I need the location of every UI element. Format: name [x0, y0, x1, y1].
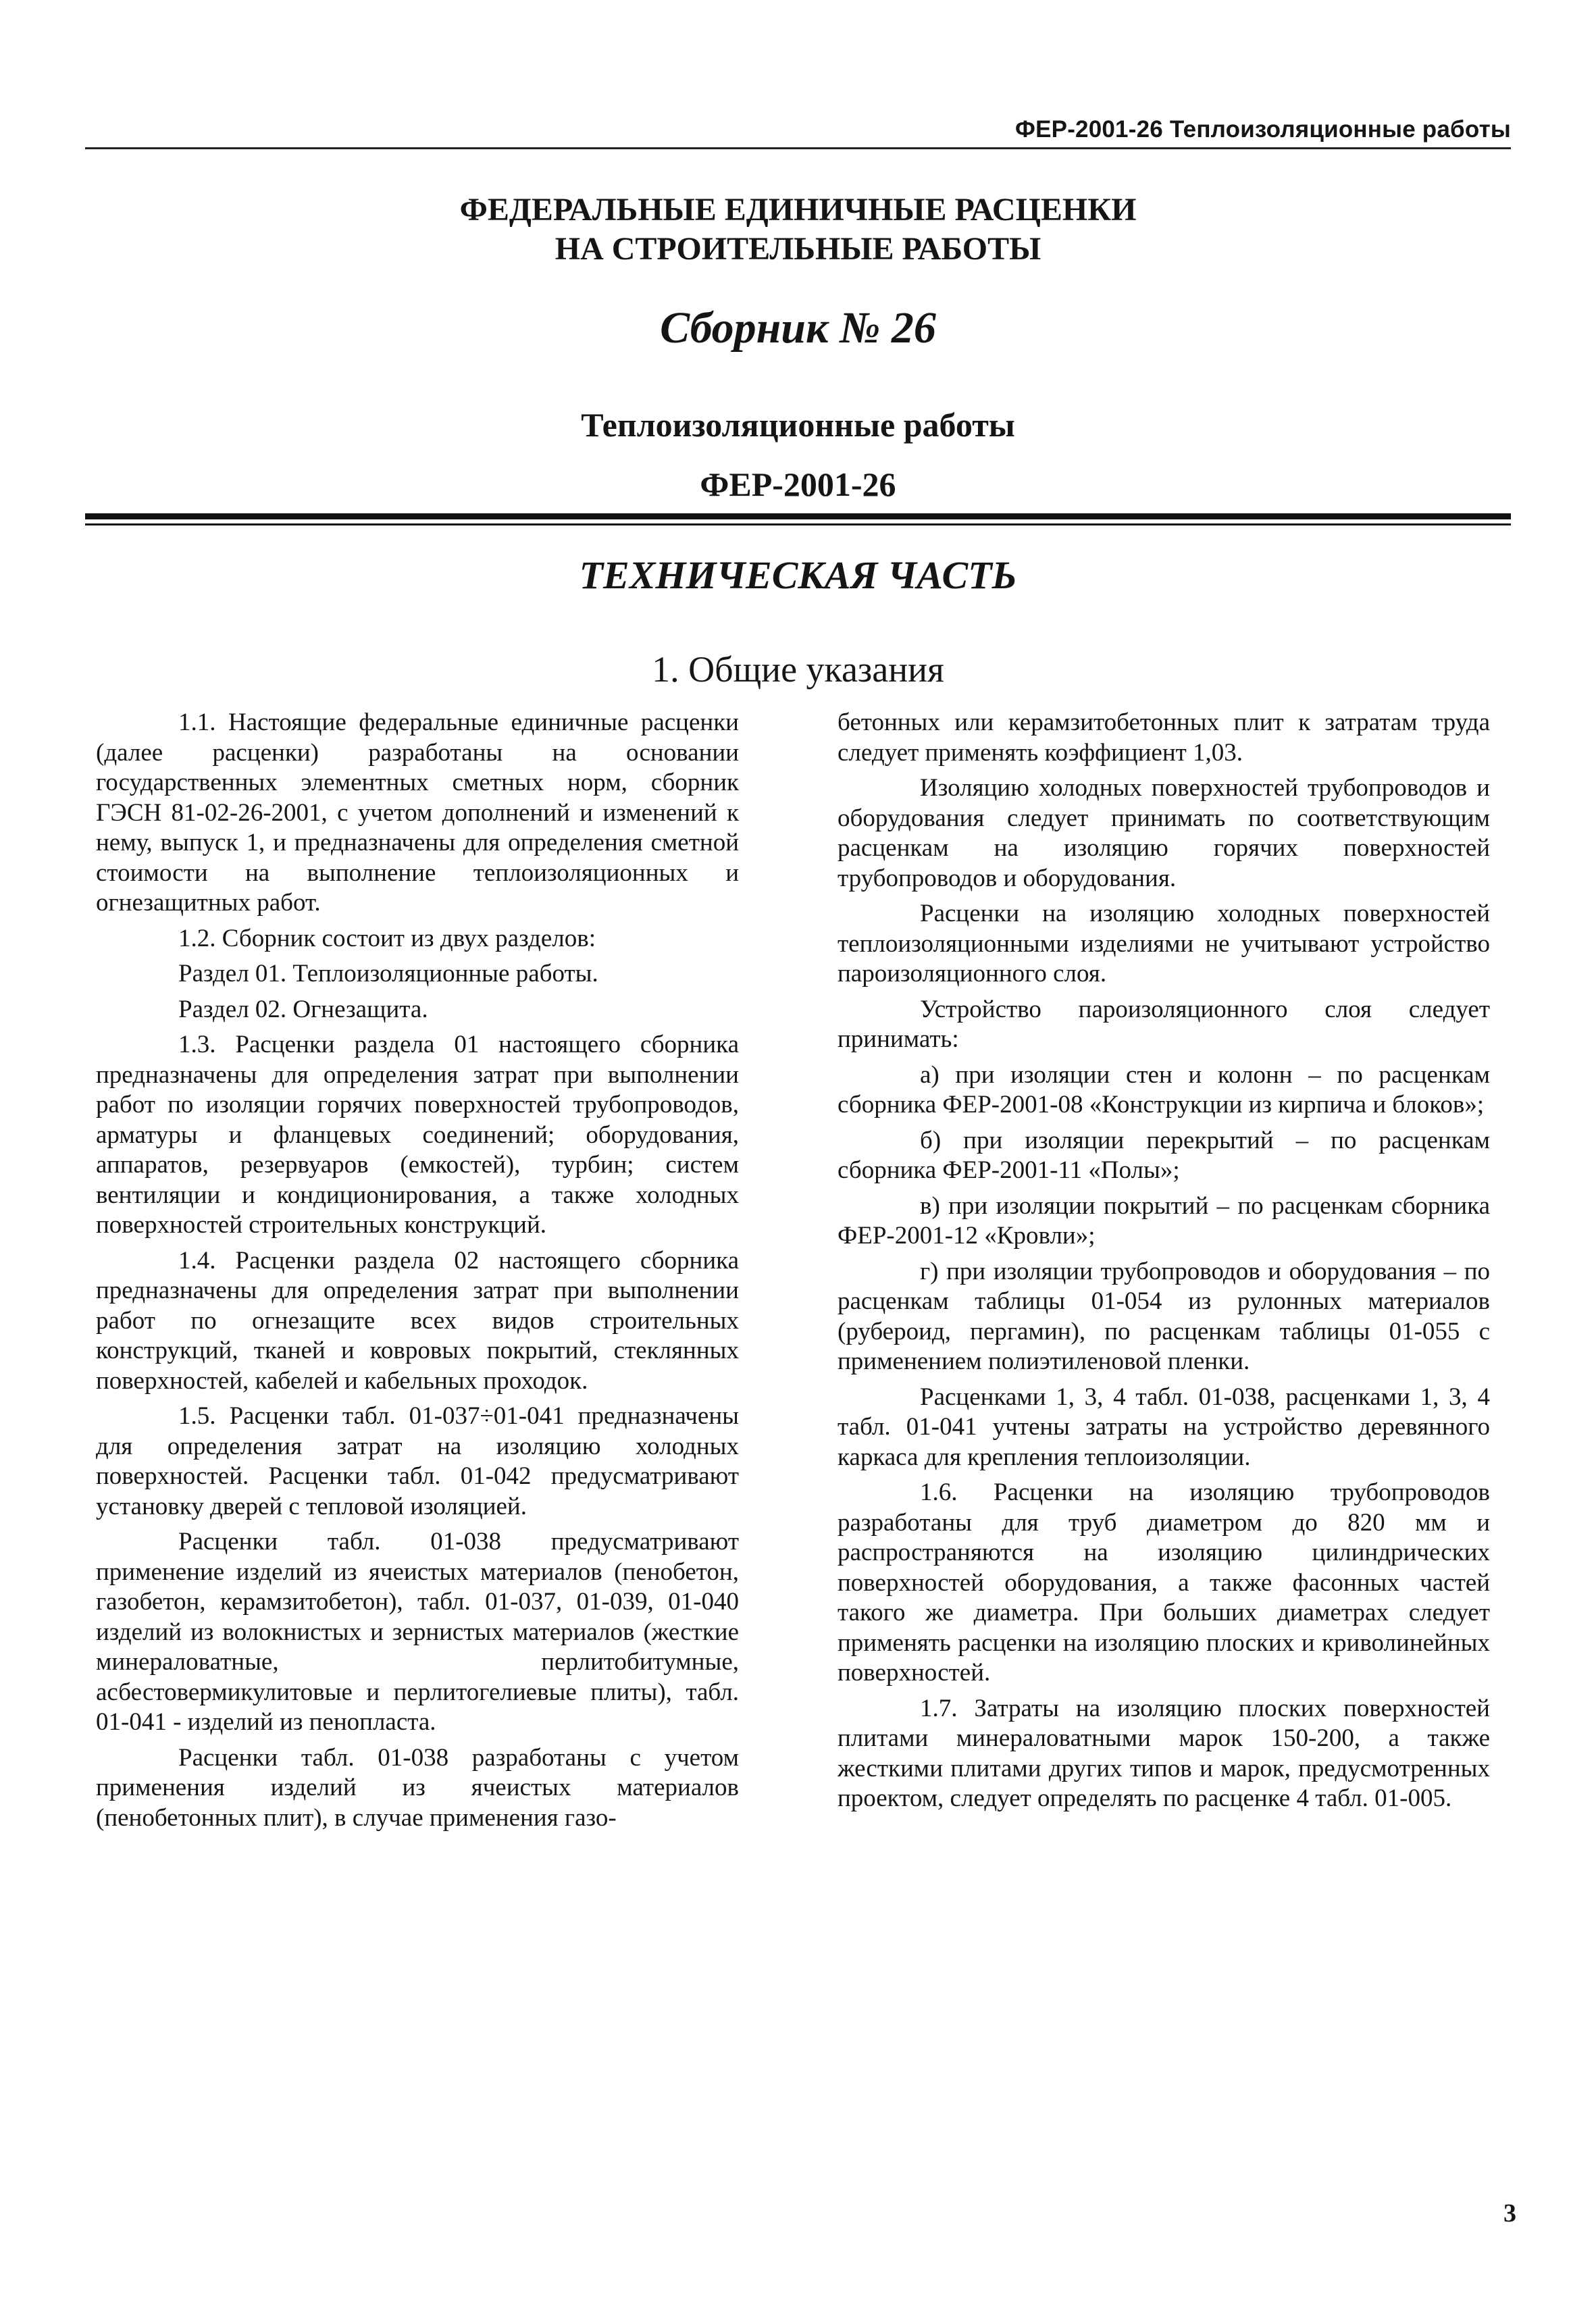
paragraph: Устройство пароизоляционного слоя следует принимать: [838, 995, 1490, 1053]
running-head: ФЕР-2001-26 Теплоизоляционные работы [1015, 116, 1511, 143]
subtitle: Теплоизоляционные работы [581, 406, 1015, 444]
paragraph: Расценки табл. 01-038 предусматривают применение изделий из ячеистых материалов (пенобетон, газобетон, керамзитобетон), табл. 01-037, 01-039, 01-040 изделий из волокнистых и зернистых материалов (жесткие минераловатные, перлитобитумные, асбестовермикулитовые и перлитогелиевые плиты), табл. 01-041 - изделий из пенопласта. [96, 1528, 739, 1736]
paragraph: бетонных или керамзитобетонных плит к затратам труда следует применять коэффициент 1,03. [838, 709, 1490, 767]
title-rule-thick [85, 513, 1511, 519]
title-rule-thin [85, 523, 1511, 525]
part-title: ТЕХНИЧЕСКАЯ ЧАСТЬ [579, 553, 1017, 597]
paragraph: б) при изоляции перекрытий – по расценкам сборника ФЕР-2001-11 «Полы»; [838, 1126, 1490, 1184]
document-title-line1: ФЕДЕРАЛЬНЫЕ ЕДИНИЧНЫЕ РАСЦЕНКИ [459, 192, 1137, 228]
paragraph: Раздел 02. Огнезащита. [178, 995, 428, 1023]
paragraph: 1.3. Расценки раздела 01 настоящего сборника предназначены для определения затрат при выполнении работ по изоляции горячих поверхностей трубопроводов, арматуры и фланцевых соединений; оборудования, аппаратов, резервуаров (емкостей), турбин; систем вентиляции и кондиционирования, а также холодных поверхностей строительных конструкций. [96, 1031, 739, 1239]
paragraph: Расценки табл. 01-038 разработаны с учетом применения изделий из ячеистых материалов (пенобетонных плит), в случае применения газо- [96, 1743, 739, 1832]
right-column [838, 708, 1490, 1820]
paragraph: Расценками 1, 3, 4 табл. 01-038, расценками 1, 3, 4 табл. 01-041 учтены затраты на устройство деревянного каркаса для крепления теплоизоляции. [838, 1383, 1490, 1471]
paragraph: Раздел 01. Теплоизоляционные работы. [178, 960, 598, 987]
paragraph: Изоляцию холодных поверхностей трубопроводов и оборудования следует принимать по соответствующим расценкам на изоляцию горячих поверхностей трубопроводов и оборудования. [838, 774, 1490, 892]
paragraph: г) при изоляции трубопроводов и оборудования – по расценкам таблицы 01-054 из рулонных материалов (рубероид, пергамин), по расценкам таблицы 01-055 с применением полиэтиленовой пленки. [838, 1257, 1490, 1375]
paragraph: в) при изоляции покрытий – по расценкам сборника ФЕР-2001-12 «Кровли»; [838, 1191, 1490, 1250]
paragraph: 1.4. Расценки раздела 02 настоящего сборника предназначены для определения затрат при выполнении работ по огнезащите всех видов строительных конструкций, тканей и ковровых покрытий, стеклянных поверхностей, кабелей и кабельных проходок. [96, 1246, 739, 1395]
paragraph: а) при изоляции стен и колонн – по расценкам сборника ФЕР-2001-08 «Конструкции из кирпича и блоков»; [838, 1060, 1490, 1119]
left-column [96, 708, 739, 1839]
document-code: ФЕР-2001-26 [700, 465, 896, 503]
paragraph: 1.7. Затраты на изоляцию плоских поверхностей плитами минераловатными марок 150-200, а также жесткими плитами других типов и марок, предусмотренных проектом, следует определять по расценке 4 табл. 01-005. [838, 1694, 1490, 1812]
collection-title: Сборник № 26 [660, 303, 936, 353]
section-title: 1. Общие указания [652, 649, 944, 690]
page-number: 3 [1503, 2199, 1516, 2228]
header-rule [85, 147, 1511, 149]
paragraph: 1.5. Расценки табл. 01-037÷01-041 предназначены для определения затрат на изоляцию холодных поверхностей. Расценки табл. 01-042 предусматривают установку дверей с тепловой изоляцией. [96, 1402, 739, 1520]
paragraph: 1.2. Сборник состоит из двух разделов: [178, 924, 596, 952]
paragraph: 1.6. Расценки на изоляцию трубопроводов разработаны для труб диаметром до 820 мм и распространяются на изоляцию цилиндрических поверхностей оборудования, а также фасонных частей такого же диаметра. При больших диаметрах следует применять расценки на изоляцию плоских и криволинейных поверхностей. [838, 1479, 1490, 1687]
document-title-line2: НА СТРОИТЕЛЬНЫЕ РАБОТЫ [555, 231, 1041, 267]
paragraph: 1.1. Настоящие федеральные единичные расценки (далее расценки) разработаны на основании государственных элементных сметных норм, сборник ГЭСН 81-02-26-2001, с учетом дополнений и изменений к нему, выпуск 1, и предназначены для определения сметной стоимости на выполнение теплоизоляционных и огнезащитных работ. [96, 709, 739, 917]
paragraph: Расценки на изоляцию холодных поверхностей теплоизоляционными изделиями не учитывают устройство пароизоляционного слоя. [838, 900, 1490, 987]
